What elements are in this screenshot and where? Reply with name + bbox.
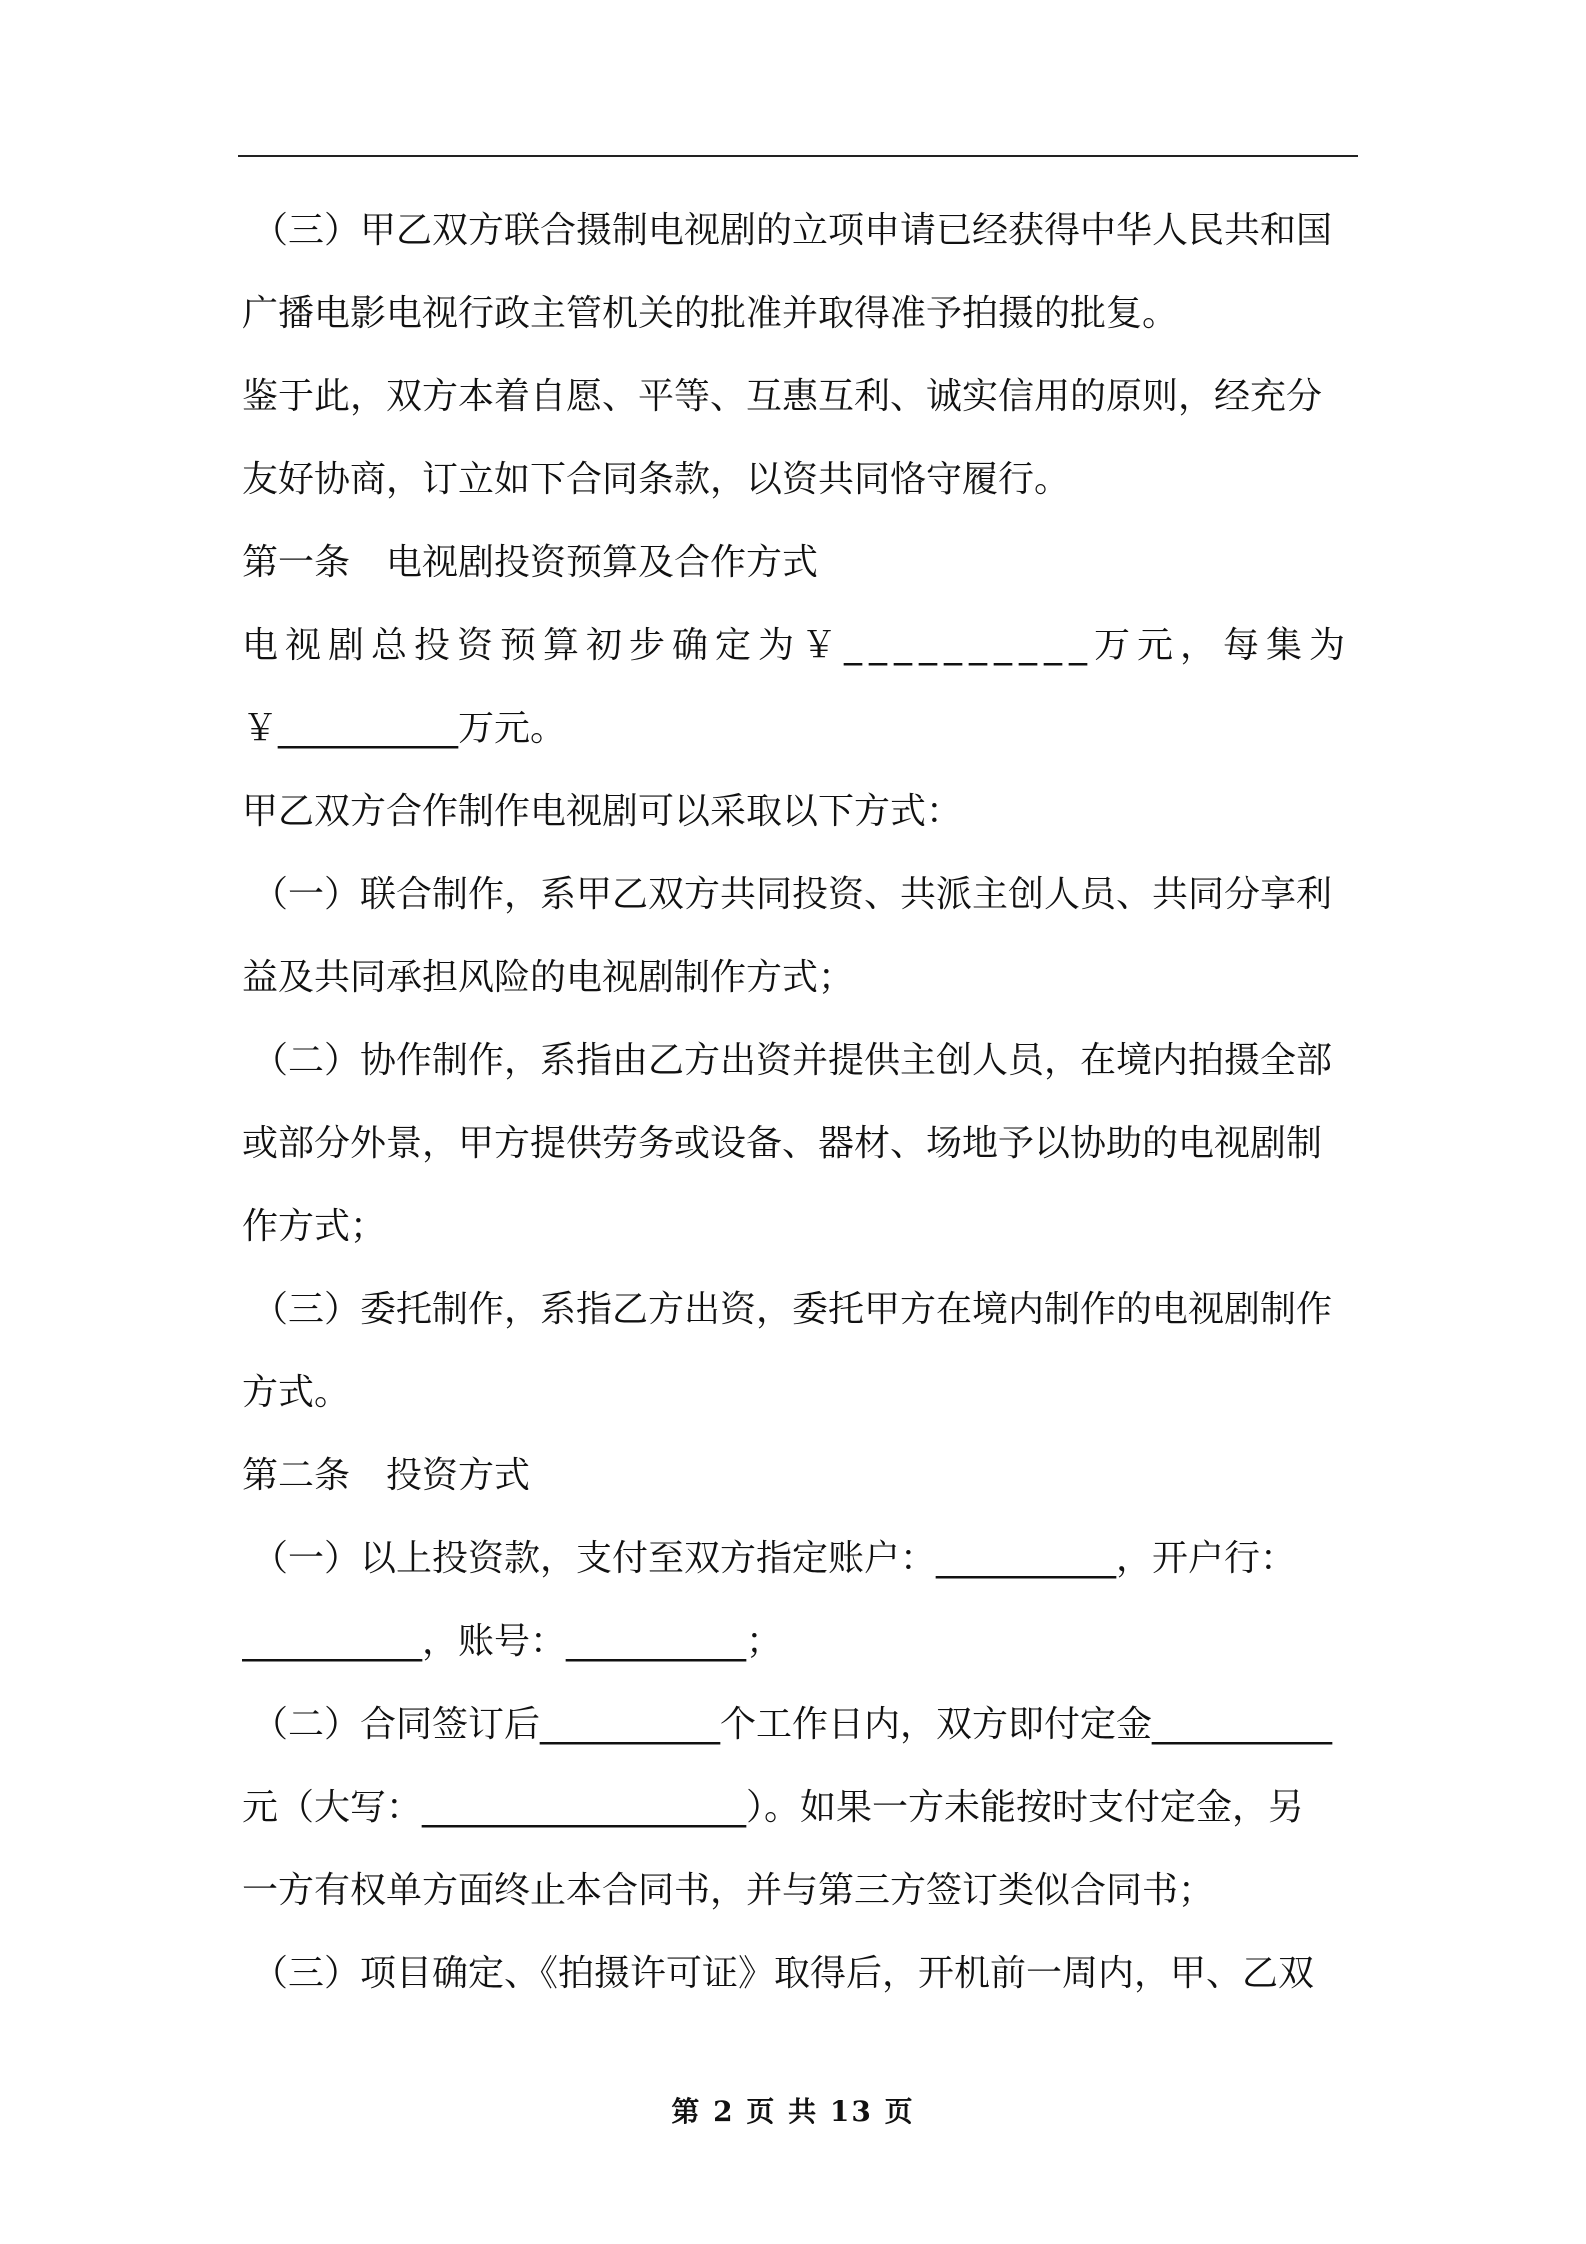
text-line: 电视剧总投资预算初步确定为￥__________万元，每集为 — [242, 625, 1353, 666]
text-line: 广播电影电视行政主管机关的批准并取得准予拍摄的批复。 — [242, 293, 1179, 334]
text-line: （一）以上投资款，支付至双方指定账户：__________，开户行： — [252, 1538, 1297, 1579]
text-line: 甲乙双方合作制作电视剧可以采取以下方式： — [242, 791, 963, 832]
text-line: 一方有权单方面终止本合同书，并与第三方签订类似合同书； — [242, 1870, 1215, 1911]
text-line: __________，账号：__________； — [242, 1621, 783, 1662]
text-line: （三）项目确定、《拍摄许可证》取得后，开机前一周内，甲、乙双 — [252, 1953, 1315, 1994]
text-line: 方式。 — [242, 1372, 351, 1413]
text-line: ￥__________万元。 — [242, 708, 567, 749]
text-line: 元（大写：__________________）。如果一方未能按时支付定金，另 — [242, 1787, 1305, 1828]
text-line: （一）联合制作，系甲乙双方共同投资、共派主创人员、共同分享利 — [252, 874, 1333, 915]
header-rule — [238, 155, 1358, 157]
text-line: （二）协作制作，系指由乙方出资并提供主创人员，在境内拍摄全部 — [252, 1040, 1333, 1081]
text-line: （三）甲乙双方联合摄制电视剧的立项申请已经获得中华人民共和国 — [252, 210, 1333, 251]
text-line: 或部分外景，甲方提供劳务或设备、器材、场地予以协助的电视剧制 — [242, 1123, 1323, 1164]
article-heading: 第二条 投资方式 — [242, 1455, 531, 1496]
article-heading: 第一条 电视剧投资预算及合作方式 — [242, 542, 819, 583]
page-number: 第 2 页 共 13 页 — [671, 2095, 915, 2128]
text-line: （二）合同签订后__________个工作日内，双方即付定金__________ — [252, 1704, 1333, 1745]
text-line: 作方式； — [242, 1206, 387, 1247]
text-line: 鉴于此，双方本着自愿、平等、互惠互利、诚实信用的原则，经充分 — [242, 376, 1323, 417]
text-line: 友好协商，订立如下合同条款，以资共同恪守履行。 — [242, 459, 1071, 500]
text-line: 益及共同承担风险的电视剧制作方式； — [242, 957, 855, 998]
text-line: （三）委托制作，系指乙方出资，委托甲方在境内制作的电视剧制作 — [252, 1289, 1333, 1330]
